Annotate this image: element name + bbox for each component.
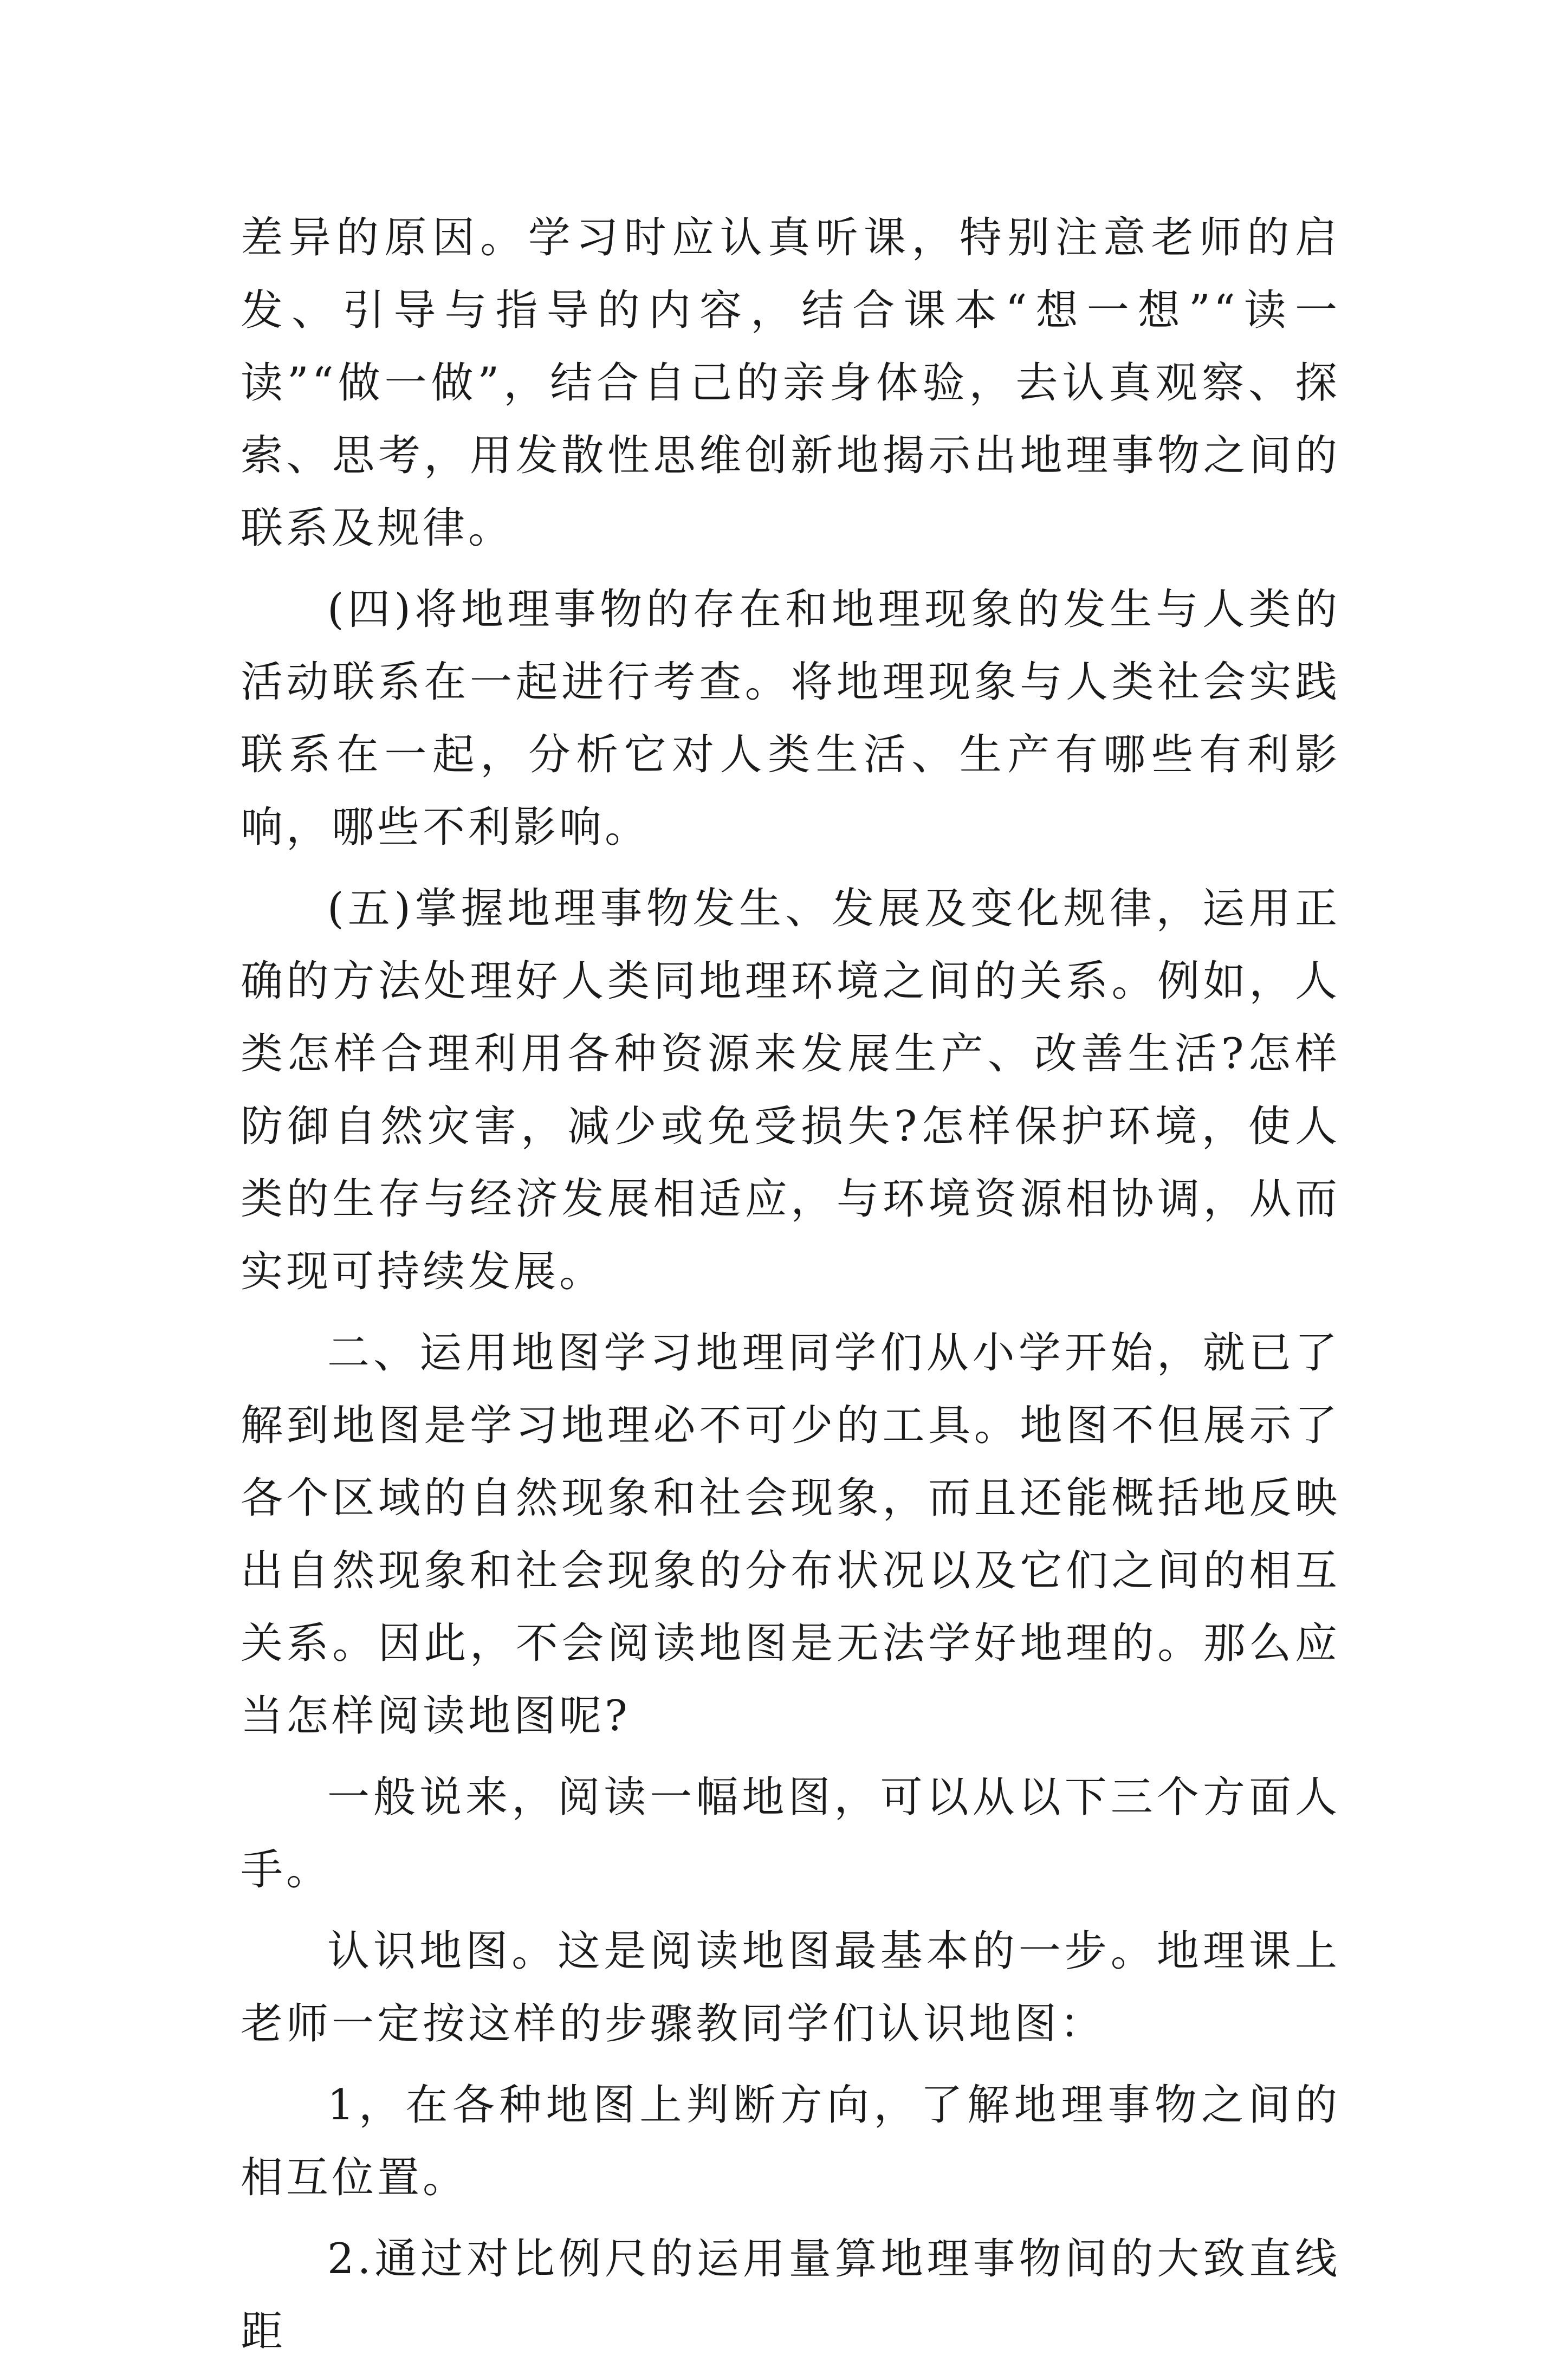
paragraph-3: (五)掌握地理事物发生、发展及变化规律，运用正确的方法处理好人类同地理环境之间的关系。例如，人类怎样合理利用各种资源来发展生产、改善生活?怎样防御自然灾害，减少或免受损失?怎样保护环境，使人类的生存与经济发展相适应，与环境资源相协调，从而实现可持续发展。 xyxy=(241,884,1340,1296)
paragraph-5: 一般说来，阅读一幅地图，可以从以下三个方面人手。 xyxy=(241,1773,1340,1894)
paragraph-4: 二、运用地图学习地理同学们从小学开始，就已了解到地图是学习地理必不可少的工具。地图不但展示了各个区域的自然现象和社会现象，而且还能概括地反映出自然现象和社会现象的分布状况以及它们之间的相互关系。因此，不会阅读地图是无法学好地理的。那么应当怎样阅读地图呢? xyxy=(241,1329,1340,1741)
paragraph-1: 差异的原因。学习时应认真听课，特别注意老师的启发、引导与指导的内容，结合课本“想一想”“读一读”“做一做”，结合自己的亲身体验，去认真观察、探索、思考，用发散性思维创新地揭示出地理事物之间的联系及规律。 xyxy=(241,213,1340,553)
paragraph-2: (四)将地理事物的存在和地理现象的发生与人类的活动联系在一起进行考查。将地理现象与人类社会实践联系在一起，分析它对人类生活、生产有哪些有利影响，哪些不利影响。 xyxy=(241,585,1340,852)
paragraph-6: 认识地图。这是阅读地图最基本的一步。地理课上老师一定按这样的步骤教同学们认识地图： xyxy=(241,1927,1340,2048)
paragraph-8: 2.通过对比例尺的运用量算地理事物间的大致直线距 xyxy=(241,2235,1340,2356)
paragraph-7: 1，在各种地图上判断方向，了解地理事物之间的相互位置。 xyxy=(241,2081,1340,2202)
body-text xyxy=(241,202,1340,2368)
